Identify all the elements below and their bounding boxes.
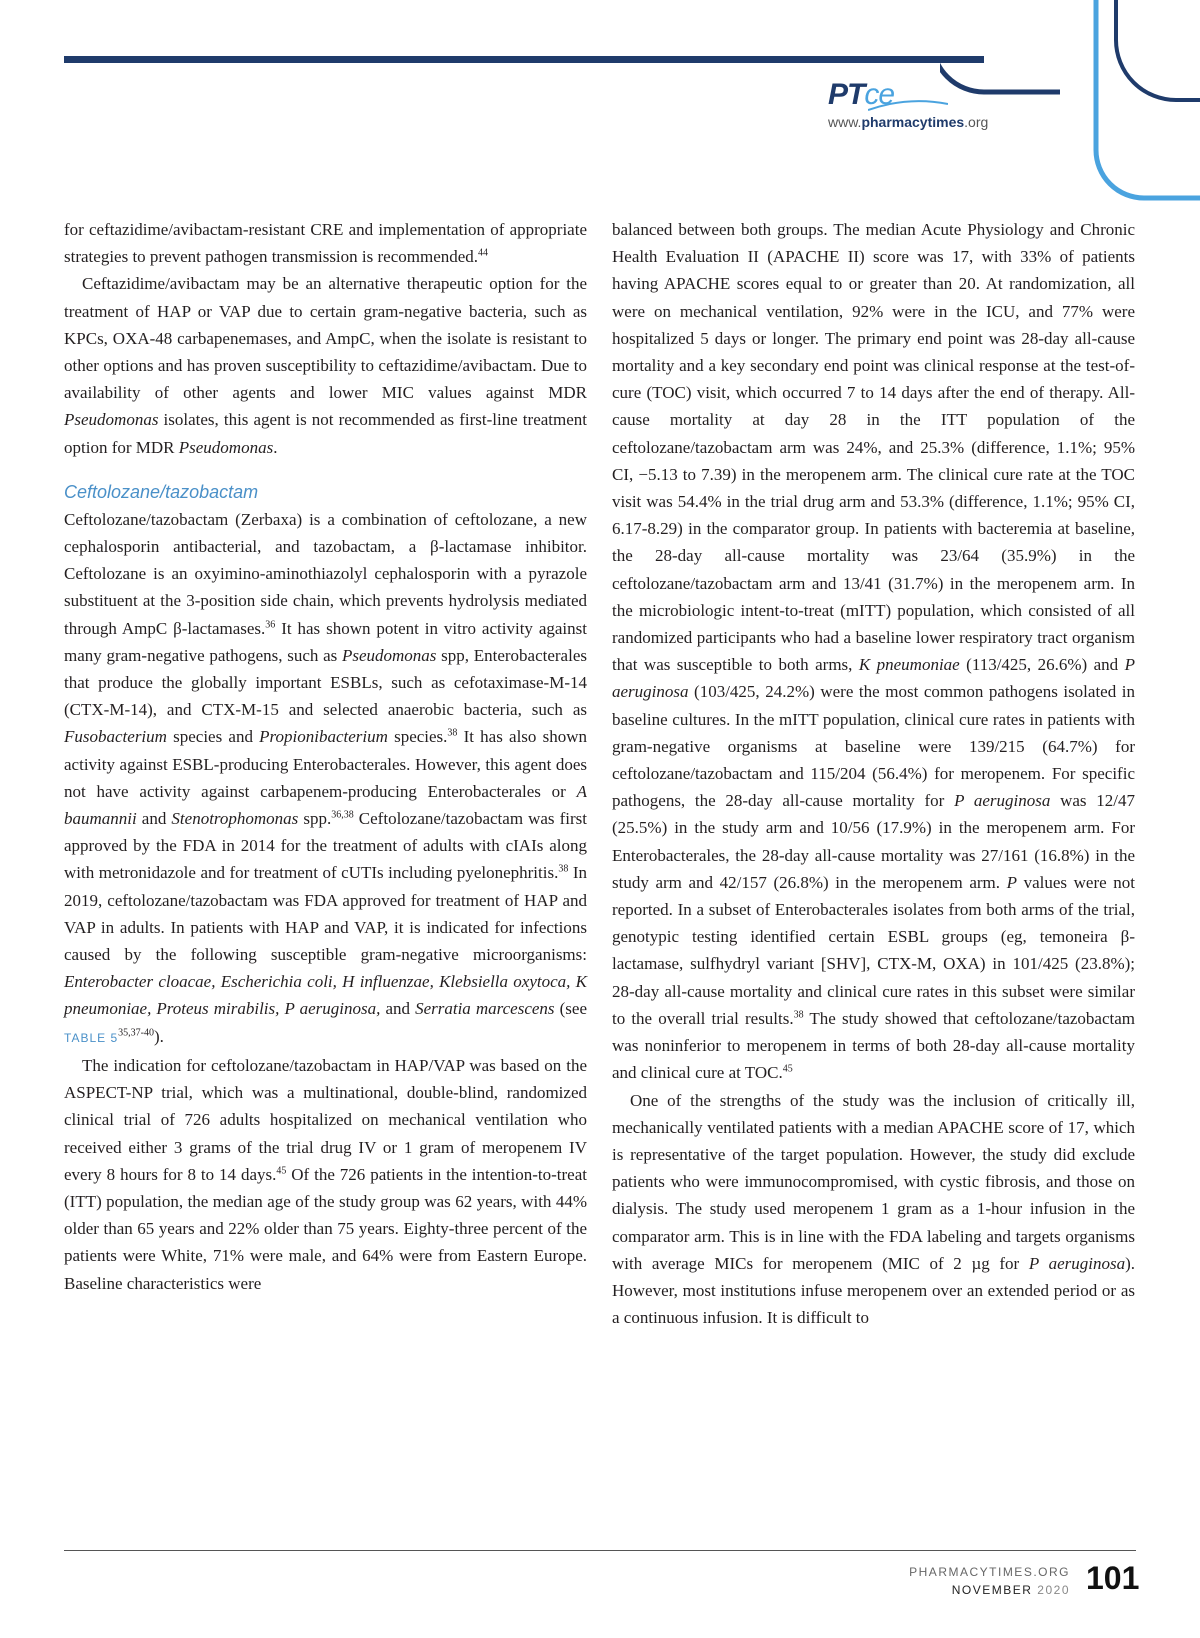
right-paragraph-2: One of the strengths of the study was the inclusion of critically ill, mechanically ventilated patients with a median APACHE score of 17, which is representative of the target population. However, the study did exclude patients who were immunocompromised, with cystic fibrosis, and those on dialysis. The study used meropenem 1 gram as a 1-hour infusion in the comparator arm. This is in line with the FDA labeling and targets organisms with average MICs for meropenem (MIC of 2 µg for P aeruginosa). However, most institutions infuse meropenem over an extended period or as a continuous infusion. It is difficult to <box>612 1090 1136 1328</box>
logo-url: www.pharmacytimes.org <box>828 114 989 130</box>
footer-rule <box>64 1550 1136 1551</box>
right-column <box>612 216 1135 1331</box>
header-rule <box>64 56 984 63</box>
left-paragraph-4: The indication for ceftolozane/tazobactam in HAP/VAP was based on the ASPECT-NP trial, which was a multinational, double-blind, randomized clinical trial of 726 adults hospitalized on mechanical ventilation who received either 3 grams of the trial drug IV or 1 gram of meropenem IV every 8 hours for 8 to 14 days.$^{45}$ Of the 726 patients in the intention-to-treat (ITT) population, the median age of the study group was 62 years, with 44% older than 65 years and 22% older than 75 years. Eighty-three percent of the patients were White, 71% were male, and 64% were from Eastern Europe. Baseline characteristics were <box>64 1055 587 1293</box>
footer-issue-date: NOVEMBER 2020 <box>951 1583 1070 1597</box>
page-number: 101 <box>1086 1560 1140 1596</box>
right-paragraph-1: balanced between both groups. The median Acute Physiology and Chronic Health Evaluation II (APACHE II) score was 17, with 33% of patients having APACHE scores equal to or greater than 20. At randomization, all were on mechanical ventilation, 92% were in the ICU, and 77% were hospitalized 5 days or longer. The primary end point was 28-day all-cause mortality and a key secondary end point was clinical response at the test-of-cure (TOC) visit, which occurred 7 to 14 days after the end of therapy. All-cause mortality at day 28 in the ITT population of the ceftolozane/tazobactam arm was 24%, and 25.3% (difference, 1.1%; 95% CI, −5.13 to 7.39) in the meropenem arm. The clinical cure rate at the TOC visit was 54.4% in the trial drug arm and 53.3% (difference, 1.1%; 95% CI, 6.17-8.29) in the comparator group. In patients with bacteremia at baseline, the 28-day all-cause mortality was 23/64 (35.9%) in the ceftolozane/tazobactam arm and 13/41 (31.7%) in the meropenem arm. In the microbiologic intent-to-treat (mITT) population, which consisted of all randomized participants who had a baseline lower respiratory tract organism that was susceptible to both arms, K pneumoniae (113/425, 26.6%) and P aeruginosa (103/425, 24.2%) were the most common pathogens isolated in baseline cultures. In the mITT population, clinical cure rates in patients with gram-negative organisms at baseline were 139/215 (64.7%) for ceftolozane/tazobactam and 115/204 (56.4%) for meropenem. For specific pathogens, the 28-day all-cause mortality for P aeruginosa was 12/47 (25.5%) in the study arm and 10/56 (17.9%) in the meropenem arm. For Enterobacterales, the 28-day all-cause mortality was 27/161 (16.8%) in the study arm and 42/157 (26.8%) in the meropenem arm. P values were not reported. In a subset of Enterobacterales isolates from both arms of the trial, genotypic testing identified certain ESBL groups (eg, temoneira β-lactamase, sulfhydryl variant [SHV], CTX-M, OXA) in 101/425 (23.8%); 28-day all-cause mortality and clinical cure rates in this subset were similar to the overall trial results.$^{38}$ The study showed that ceftolozane/tazobactam was noninferior to meropenem in terms of both 28-day all-cause mortality and clinical cure at TOC.$^{45}$ <box>612 220 1136 1083</box>
table-5-link[interactable]: TABLE 5 <box>64 1030 119 1045</box>
section-subhead: Ceftolozane/tazobactam <box>64 481 259 502</box>
deco-navy-arc-2 <box>1116 0 1200 100</box>
logo-wordmark: PTce <box>828 78 895 111</box>
left-column <box>64 216 587 1297</box>
left-paragraph-3: Ceftolozane/tazobactam (Zerbaxa) is a combination of ceftolozane, a new cephalosporin antibacterial, and tazobactam, a β-lactamase inhibitor. Ceftolozane is an oxyimino-aminothiazolyl cephalosporin with a pyrazole substituent at the 3-position side chain, which prevents hydrolysis mediated through AmpC β-lactamases.$^{36}$ It has shown potent in vitro activity against many gram-negative pathogens, such as Pseudomonas spp, Enterobacterales that produce the globally important ESBLs, such as cefotaximase-M-14 (CTX-M-14), and CTX-M-15 and selected anaerobic bacteria, such as Fusobacterium species and Propionibacterium species.$^{38}$ It has also shown activity against ESBL-producing Enterobacterales. However, this agent does not have activity against carbapenem-producing Enterobacterales or A baumannii and Stenotrophomonas spp.$^{36,38}$ Ceftolozane/tazobactam was first approved by the FDA in 2014 for the treatment of adults with cIAIs along with metronidazole and for treatment of cUTIs including pyelonephritis.$^{38}$ In 2019, ceftolozane/tazobactam was FDA approved for treatment of HAP and VAP in adults. In patients with HAP and VAP, it is indicated for infections caused by the following susceptible gram-negative microorganisms: Enterobacter cloacae, Escherichia coli, H influenzae, Klebsiella oxytoca, K pneumoniae, Proteus mirabilis, P aeruginosa, and Serratia marcescens (see TABLE 5$^{35,37-40}$). <box>64 509 588 1046</box>
left-paragraph-2: Ceftazidime/avibactam may be an alternative therapeutic option for the treatment of HAP or VAP due to certain gram-negative bacteria, such as KPCs, OXA-48 carbapenemases, and AmpC, when the isolate is resistant to other options and has proven susceptibility to ceftazidime/avibactam. Due to availability of other agents and lower MIC values against MDR Pseudomonas isolates, this agent is not recommended as first-line treatment option for MDR Pseudomonas. <box>64 274 587 457</box>
footer-site: PHARMACYTIMES.ORG <box>909 1565 1070 1579</box>
ptce-logo <box>828 78 1028 128</box>
left-paragraph-1: for ceftazidime/avibactam-resistant CRE and implementation of appropriate strategies to prevent pathogen transmission is recommended.$^{44}$ <box>64 220 587 267</box>
logo-swoosh-icon <box>868 100 948 112</box>
